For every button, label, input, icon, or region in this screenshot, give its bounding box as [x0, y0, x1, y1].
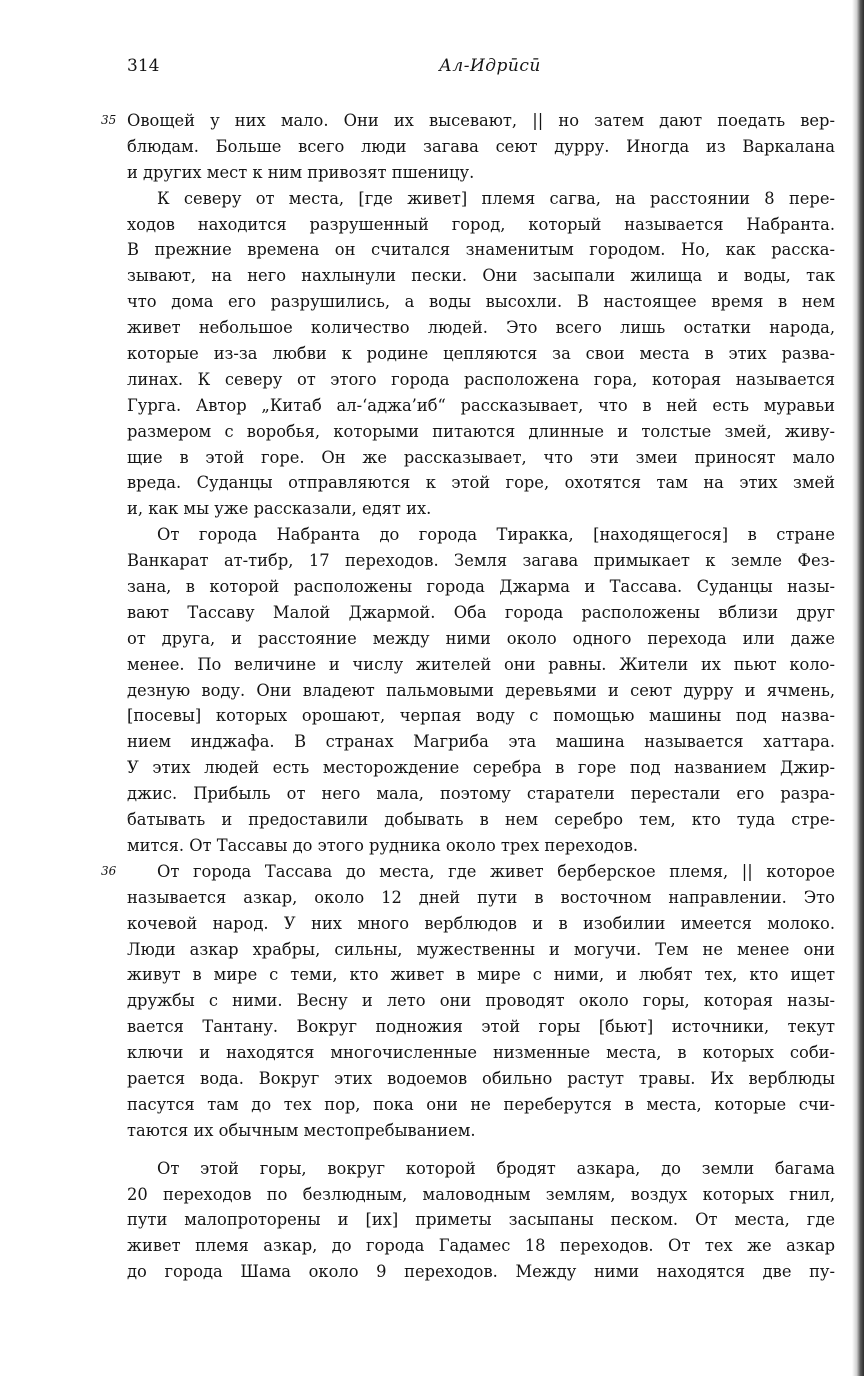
text-line: до города Шама около 9 переходов. Между ними находятся две пу-	[127, 1262, 835, 1282]
text-line: К северу от места, [где живет] племя сагва, на расстоянии 8 пере-	[157, 188, 835, 208]
text-line: от друга, и расстояние между ними около одного перехода или даже	[127, 628, 835, 648]
text-line: которые из-за любви к родине цепляются за свои места в этих разва-	[127, 344, 835, 364]
text-line: и других мест к ним привозят пшеницу.	[127, 162, 475, 182]
text-line: живет племя азкар, до города Гадамес 18 переходов. От тех же азкар	[127, 1236, 835, 1256]
text-line: [посевы] которых орошают, черпая воду с помощью машины под назва-	[127, 706, 835, 726]
margin-number: 36	[101, 863, 117, 878]
text-line: ключи и находятся многочисленные низменные места, в которых соби-	[127, 1043, 835, 1063]
paragraph	[101, 108, 835, 186]
text-line: От этой горы, вокруг которой бродят азкара, до земли багама	[157, 1158, 835, 1178]
text-line: живут в мире с теми, кто живет в мире с ними, и любят тех, кто ищет	[127, 965, 835, 985]
text-line: рается вода. Вокруг этих водоемов обильно растут травы. Их верблюды	[127, 1068, 835, 1088]
text-line: джис. Прибыль от него мала, поэтому старатели перестали его разра-	[127, 784, 835, 804]
text-line: пасутся там до тех пор, пока они не переберутся в места, которые счи-	[127, 1094, 835, 1114]
text-line: 20 переходов по безлюдным, маловодным землям, воздух которых гнил,	[127, 1184, 835, 1204]
text-line: пути малопроторены и [их] приметы засыпаны песком. От места, где	[127, 1210, 835, 1230]
text-line: вается Тантану. Вокруг подножия этой горы [бьют] источники, текут	[127, 1017, 835, 1037]
text-line: Ванкарат ат-тибр, 17 переходов. Земля загава примыкает к земле Фез-	[127, 551, 835, 571]
text-line: блюдам. Больше всего люди загава сеют дурру. Иногда из Варкалана	[127, 136, 835, 156]
text-line: и, как мы уже рассказали, едят их.	[127, 499, 432, 519]
text-line: что дома его разрушились, а воды высохли. В настоящее время в нем	[127, 292, 835, 312]
text-line: менее. По величине и числу жителей они равны. Жители их пьют коло-	[127, 654, 835, 674]
text-line: линах. К северу от этого города расположена гора, которая называется	[127, 369, 835, 389]
text-line: мится. От Тассавы до этого рудника около трех переходов.	[127, 835, 639, 855]
page-number: 314	[127, 56, 160, 76]
text-line: 36 От города Тассава до места, где живет берберское племя, || которое	[127, 859, 835, 885]
text-line: батывать и предоставили добывать в нем серебро тем, кто туда стре-	[127, 810, 835, 830]
text-line: размером с воробья, которыми питаются длинные и толстые змей, живу-	[127, 421, 835, 441]
text-line: ходов находится разрушенный город, который называется Набранта.	[127, 214, 835, 234]
text-line: нием инджафа. В странах Магриба эта машина называется хаттара.	[127, 732, 835, 752]
text-line: живет небольшое количество людей. Это всего лишь остатки народа,	[127, 318, 835, 338]
body-text	[101, 108, 835, 1285]
text-line: От города Набранта до города Тиракка, [находящегося] в стране	[157, 525, 835, 545]
text-line: 35 Овощей у них мало. Они их высевают, || но затем дают поедать вер-	[127, 108, 835, 134]
text-line: зана, в которой расположены города Джарма и Тассава. Суданцы назы-	[127, 577, 835, 597]
margin-number: 35	[101, 113, 117, 127]
text-line: дружбы с ними. Весну и лето они проводят около горы, которая назы-	[127, 991, 835, 1011]
text-line: У этих людей есть месторождение серебра в горе под названием Джир-	[127, 758, 835, 778]
paragraph	[101, 859, 835, 1144]
page-edge-shadow	[852, 0, 864, 1376]
text-line: щие в этой горе. Он же рассказывает, что эти змеи приносят мало	[127, 447, 835, 467]
paragraph	[127, 186, 835, 523]
text-line: кочевой народ. У них много верблюдов и в изобилии имеется молоко.	[127, 913, 835, 933]
text-line: называется азкар, около 12 дней пути в восточном направлении. Это	[127, 887, 835, 907]
paragraph	[127, 1156, 835, 1285]
running-head: Ал-Идрӣсӣ	[439, 56, 541, 76]
text-line: Люди азкар храбры, сильны, мужественны и могучи. Тем не менее они	[127, 939, 835, 959]
text-line: вреда. Суданцы отправляются к этой горе, охотятся там на этих змей	[127, 473, 835, 493]
page-header	[127, 56, 835, 80]
text-line: Гурга. Автор „Китаб ал-‘аджа’иб“ рассказывает, что в ней есть муравьи	[127, 395, 835, 415]
text-line: таются их обычным местопребыванием.	[127, 1120, 476, 1140]
paragraph	[127, 522, 835, 859]
text-line: дезную воду. Они владеют пальмовыми деревьями и сеют дурру и ячмень,	[127, 680, 835, 700]
text-line: В прежние времена он считался знаменитым городом. Но, как расска-	[127, 240, 835, 260]
text-line: вают Тассаву Малой Джармой. Оба города расположены вблизи друг	[127, 602, 835, 622]
text-line: зывают, на него нахлынули пески. Они засыпали жилища и воды, так	[127, 266, 835, 286]
